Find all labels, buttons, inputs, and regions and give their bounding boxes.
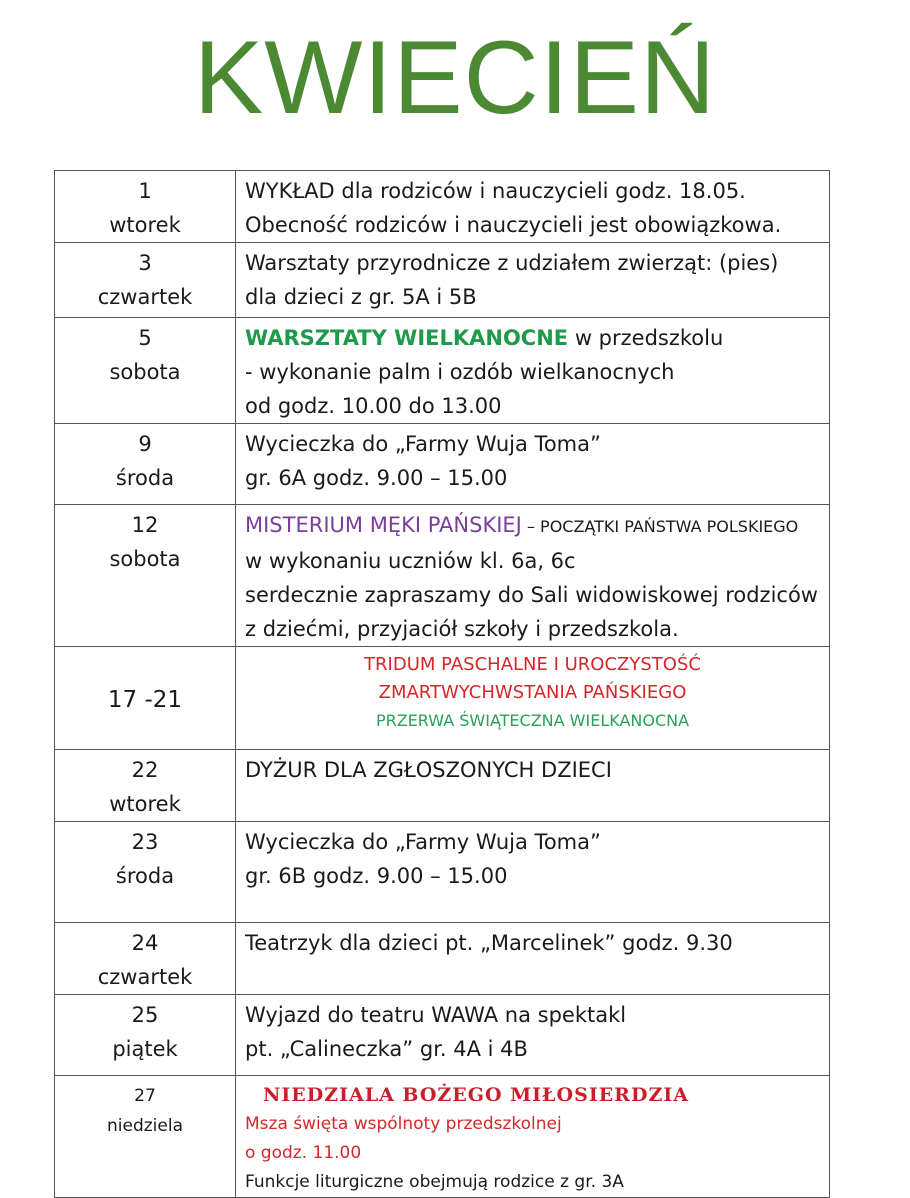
event-line: Warsztaty przyrodnicze z udziałem zwierząt: (pies) xyxy=(245,251,779,275)
day-cell xyxy=(55,171,236,243)
event-line: Teatrzyk dla dzieci pt. „Marcelinek” godz. 9.30 xyxy=(245,931,733,955)
day-number: 22 xyxy=(131,758,159,782)
table-row xyxy=(55,750,830,822)
day-cell xyxy=(55,822,236,923)
event-line: Wyjazd do teatru WAWA na spektakl xyxy=(245,1003,627,1027)
event-line: PRZERWA ŚWIĄTECZNA WIELKANOCNA xyxy=(375,711,690,730)
day-cell xyxy=(55,243,236,318)
day-cell xyxy=(55,318,236,424)
weekday: piątek xyxy=(112,1037,178,1061)
weekday: wtorek xyxy=(109,792,181,816)
event-line: - wykonanie palm i ozdób wielkanocnych xyxy=(245,360,675,384)
page-title: KWIECIEŃ xyxy=(193,20,717,136)
event-cell xyxy=(236,647,830,750)
event-cell xyxy=(236,822,830,923)
event-line: w wykonaniu uczniów kl. 6a, 6c xyxy=(245,549,576,573)
table-row xyxy=(55,171,830,243)
event-text: – POCZĄTKI PAŃSTWA POLSKIEGO xyxy=(521,517,799,536)
event-line: ZMARTWYCHWSTANIA PAŃSKIEGO xyxy=(378,682,687,703)
event-line: Wycieczka do „Farmy Wuja Toma” xyxy=(245,830,601,854)
event-line: Obecność rodziców i nauczycieli jest obowiązkowa. xyxy=(245,213,782,237)
day-number: 25 xyxy=(131,1003,159,1027)
day-cell xyxy=(55,1076,236,1198)
event-line: NIEDZIALA BOŻEGO MIŁOSIERDZIA xyxy=(263,1084,689,1106)
event-line xyxy=(245,508,829,544)
day-number: 3 xyxy=(138,251,152,275)
day-number: 17 -21 xyxy=(107,686,183,713)
event-cell xyxy=(236,750,830,822)
event-line: Wycieczka do „Farmy Wuja Toma” xyxy=(245,432,601,456)
weekday: wtorek xyxy=(109,213,181,237)
day-cell xyxy=(55,647,236,750)
day-cell xyxy=(55,750,236,822)
event-cell xyxy=(236,995,830,1076)
day-number: 5 xyxy=(138,326,152,350)
table-row xyxy=(55,505,830,647)
weekday: czwartek xyxy=(97,285,193,309)
table-row xyxy=(55,923,830,995)
day-cell xyxy=(55,923,236,995)
event-line: gr. 6A godz. 9.00 – 15.00 xyxy=(245,466,508,490)
event-line: gr. 6B godz. 9.00 – 15.00 xyxy=(245,864,508,888)
event-line: WYKŁAD dla rodziców i nauczycieli godz. 18.05. xyxy=(245,179,746,203)
table-row xyxy=(55,424,830,505)
event-line: serdecznie zapraszamy do Sali widowiskowej rodziców xyxy=(245,583,818,607)
day-number: 24 xyxy=(131,931,159,955)
event-line xyxy=(245,321,829,355)
weekday: środa xyxy=(115,466,175,490)
day-number: 27 xyxy=(134,1086,156,1106)
day-cell xyxy=(55,995,236,1076)
table-row xyxy=(55,318,830,424)
event-cell xyxy=(236,505,830,647)
event-highlight: MISTERIUM MĘKI PAŃSKIEJ xyxy=(245,513,522,537)
event-cell xyxy=(236,171,830,243)
table-row xyxy=(55,995,830,1076)
table-row xyxy=(55,1076,830,1198)
event-cell xyxy=(236,318,830,424)
table-row xyxy=(55,822,830,923)
event-line: pt. „Calineczka” gr. 4A i 4B xyxy=(245,1037,528,1061)
table-row xyxy=(55,647,830,750)
day-number: 23 xyxy=(131,830,159,854)
day-cell xyxy=(55,424,236,505)
event-line: Funkcje liturgiczne obejmują rodzice z gr. 3A xyxy=(245,1172,624,1192)
event-line: od godz. 10.00 do 13.00 xyxy=(245,394,502,418)
weekday: środa xyxy=(115,864,175,888)
schedule-table xyxy=(54,170,830,1198)
event-text: w przedszkolu xyxy=(568,326,724,350)
day-number: 9 xyxy=(138,432,152,456)
event-line: Msza święta wspólnoty przedszkolnej xyxy=(245,1114,562,1134)
day-cell xyxy=(55,505,236,647)
event-cell xyxy=(236,1076,830,1198)
table-row xyxy=(55,243,830,318)
event-cell xyxy=(236,424,830,505)
event-line: o godz. 11.00 xyxy=(245,1143,362,1163)
event-line: z dziećmi, przyjaciół szkoły i przedszkola. xyxy=(245,617,679,641)
weekday: czwartek xyxy=(97,965,193,989)
event-line: TRIDUM PASCHALNE I UROCZYSTOŚĆ xyxy=(364,654,701,675)
day-number: 12 xyxy=(131,513,159,537)
event-highlight: WARSZTATY WIELKANOCNE xyxy=(245,326,569,350)
weekday: sobota xyxy=(109,360,181,384)
weekday: niedziela xyxy=(107,1116,183,1136)
weekday: sobota xyxy=(109,547,181,571)
event-line: dla dzieci z gr. 5A i 5B xyxy=(245,285,477,309)
event-cell xyxy=(236,923,830,995)
day-number: 1 xyxy=(138,179,152,203)
event-line: DYŻUR DLA ZGŁOSZONYCH DZIECI xyxy=(245,758,612,782)
event-cell xyxy=(236,243,830,318)
